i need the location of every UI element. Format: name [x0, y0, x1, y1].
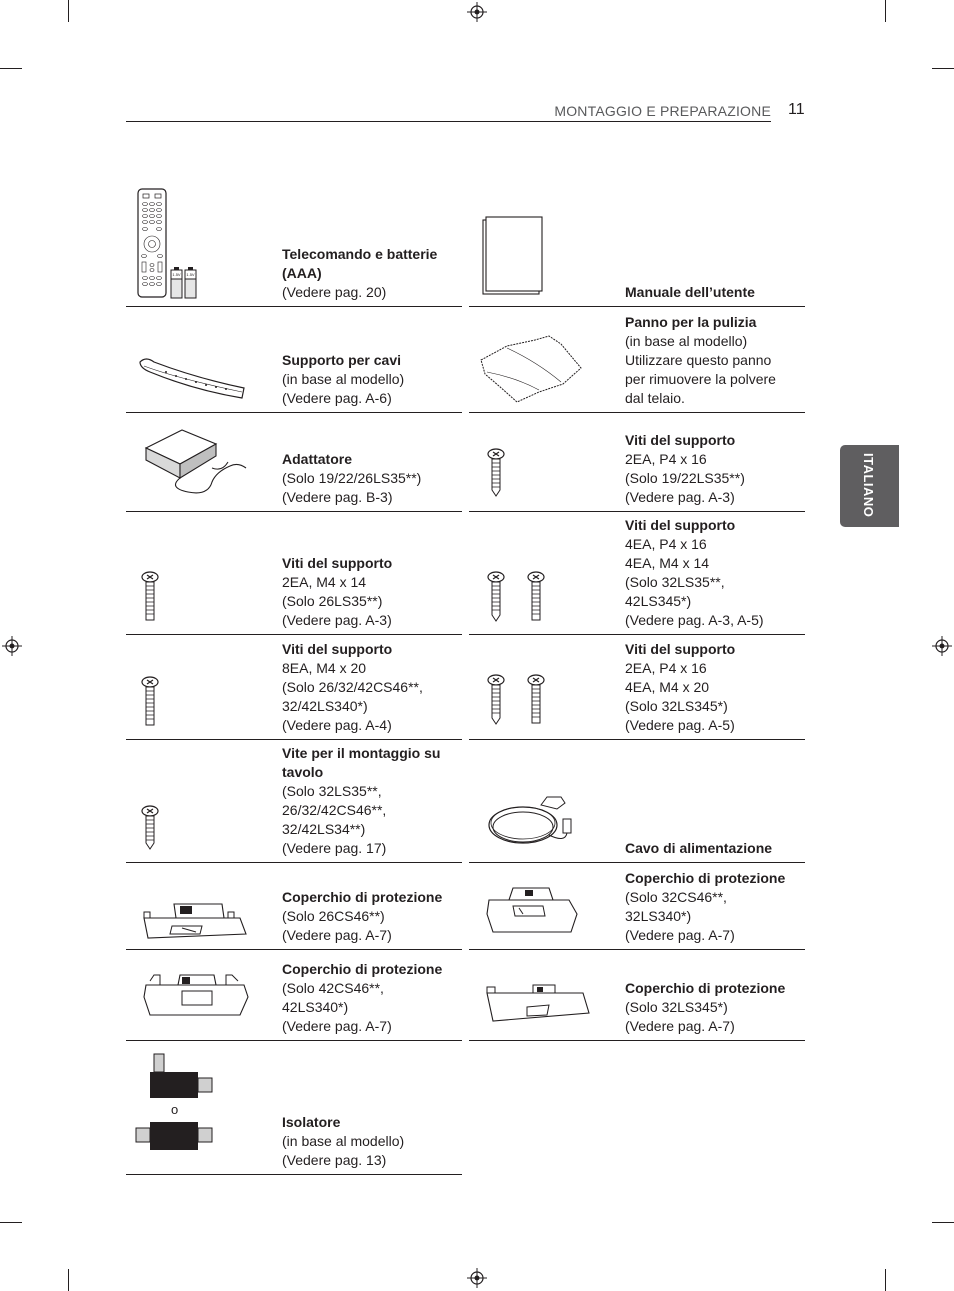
item-line: per rimuovere la polvere — [625, 371, 776, 387]
item-cloth — [469, 306, 805, 413]
item-isolator — [126, 1040, 462, 1175]
remote-control-icon — [136, 188, 226, 300]
protection-cover-icon — [140, 898, 250, 942]
battery-label: 1.5V — [186, 272, 195, 277]
item-line: (Vedere pag. A-6) — [282, 390, 392, 406]
screw-icon — [140, 676, 160, 728]
item-line: (in base al modello) — [625, 333, 748, 349]
screw-icon — [526, 674, 546, 726]
item-title: Coperchio di protezione — [282, 961, 443, 977]
item-line: 4EA, M4 x 20 — [625, 679, 710, 695]
item-title: Viti del supporto — [625, 432, 736, 448]
battery-label: 1.5V — [172, 272, 181, 277]
crop-mark — [932, 1222, 954, 1223]
item-cover-32cs — [469, 862, 805, 950]
crop-mark — [68, 1269, 69, 1291]
item-screws-cs46 — [126, 634, 462, 740]
item-cover-26 — [126, 862, 462, 950]
item-line: 26/32/42CS46**, — [282, 802, 387, 818]
or-label: o — [171, 1102, 179, 1117]
item-title: Viti del supporto — [282, 641, 393, 657]
item-cover-345 — [469, 949, 805, 1041]
item-title: Panno per la pulizia — [625, 314, 757, 330]
crop-mark — [0, 1222, 22, 1223]
item-line: 42LS340*) — [282, 999, 349, 1015]
screw-icon — [140, 571, 160, 623]
crop-mark — [885, 1269, 886, 1291]
item-cable-holder — [126, 306, 462, 413]
page-number: 11 — [788, 101, 805, 118]
section-title: MONTAGGIO E PREPARAZIONE — [554, 103, 771, 119]
item-title: Supporto per cavi — [282, 352, 402, 368]
item-screws-19 — [469, 412, 805, 512]
item-line: 4EA, P4 x 16 — [625, 536, 707, 552]
item-text — [625, 431, 805, 507]
item-text — [625, 979, 805, 1036]
item-adapter — [126, 412, 462, 512]
item-title: Viti del supporto — [625, 517, 736, 533]
crop-mark — [932, 68, 954, 69]
item-line: (Vedere pag. 20) — [282, 284, 387, 300]
item-line: (Vedere pag. A-7) — [282, 1018, 392, 1034]
registration-mark-icon — [2, 636, 22, 656]
item-screws-345 — [469, 634, 805, 740]
header-divider — [126, 121, 771, 122]
item-line: (Vedere pag. 17) — [282, 840, 387, 856]
item-line: (Vedere pag. A-3) — [282, 612, 392, 628]
manual-book-icon — [481, 216, 545, 296]
item-line: (Solo 32CS46**, — [625, 889, 727, 905]
isolator-icon — [134, 1120, 218, 1152]
protection-cover-icon — [483, 983, 593, 1027]
item-line: (Solo 19/22LS35**) — [625, 470, 745, 486]
item-text — [625, 869, 805, 945]
item-text — [625, 839, 805, 858]
item-remote — [126, 182, 462, 307]
item-text — [625, 516, 805, 630]
item-line: (Vedere pag. A-4) — [282, 717, 392, 733]
item-title: Cavo di alimentazione — [625, 840, 773, 856]
item-title: Coperchio di protezione — [625, 980, 786, 996]
item-line: 42LS345*) — [625, 593, 692, 609]
protection-cover-icon — [483, 884, 581, 938]
item-text — [282, 744, 462, 858]
crop-mark — [0, 68, 22, 69]
item-title: Coperchio di protezione — [282, 889, 443, 905]
registration-mark-icon — [467, 2, 487, 22]
item-title: Telecomando e batterie (AAA) — [282, 246, 438, 281]
item-line: (Vedere pag. A-3) — [625, 489, 735, 505]
crop-mark — [68, 0, 69, 22]
item-line: 2EA, P4 x 16 — [625, 660, 707, 676]
item-line: (Vedere pag. B-3) — [282, 489, 393, 505]
screw-icon — [486, 571, 506, 623]
item-line: 8EA, M4 x 20 — [282, 660, 367, 676]
item-line: (in base al modello) — [282, 1133, 405, 1149]
item-line: (Vedere pag. 13) — [282, 1152, 387, 1168]
screw-icon — [140, 805, 160, 851]
item-text — [282, 351, 462, 408]
item-line: (Solo 42CS46**, — [282, 980, 384, 996]
item-line: (Vedere pag. A-7) — [625, 1018, 735, 1034]
item-text — [625, 640, 805, 735]
item-line: (Solo 26LS35**) — [282, 593, 383, 609]
item-line: (Vedere pag. A-7) — [625, 927, 735, 943]
item-title: Viti del supporto — [282, 555, 393, 571]
item-line: dal telaio. — [625, 390, 685, 406]
item-line: (Solo 32LS345*) — [625, 698, 728, 714]
language-tab-label: ITALIANO — [861, 453, 876, 518]
screw-icon — [526, 571, 546, 623]
item-text — [282, 888, 462, 945]
item-line: (Solo 32LS35**, — [282, 783, 382, 799]
item-text — [282, 1113, 462, 1170]
item-line: (Solo 26/32/42CS46**, — [282, 679, 423, 695]
power-adapter-icon — [138, 422, 252, 500]
item-text — [282, 640, 462, 735]
item-text — [282, 960, 462, 1036]
language-tab — [840, 445, 899, 527]
item-title: Vite per il montaggio su tavolo — [282, 745, 441, 780]
item-line: 2EA, M4 x 14 — [282, 574, 367, 590]
power-cord-icon — [485, 793, 575, 851]
item-line: 4EA, M4 x 14 — [625, 555, 710, 571]
screw-icon — [486, 448, 506, 498]
item-line: (in base al modello) — [282, 371, 405, 387]
item-title: Manuale dell’utente — [625, 284, 755, 300]
item-line: (Vedere pag. A-3, A-5) — [625, 612, 764, 628]
item-power-cord — [469, 739, 805, 863]
protection-cover-icon — [140, 971, 252, 1023]
item-title: Coperchio di protezione — [625, 870, 786, 886]
item-line: Utilizzare questo panno — [625, 352, 772, 368]
registration-mark-icon — [932, 636, 952, 656]
item-title: Isolatore — [282, 1114, 341, 1130]
item-title: Adattatore — [282, 451, 353, 467]
item-table-screw — [126, 739, 462, 863]
item-cover-42 — [126, 949, 462, 1041]
item-text — [282, 245, 462, 302]
item-screws-32 — [469, 511, 805, 635]
item-text — [282, 554, 462, 630]
item-line: 32/42LS34**) — [282, 821, 366, 837]
item-line: (Solo 32LS35**, — [625, 574, 725, 590]
screw-icon — [486, 674, 506, 726]
cleaning-cloth-icon — [477, 334, 585, 404]
registration-mark-icon — [467, 1268, 487, 1288]
item-text — [625, 283, 805, 302]
item-title: Viti del supporto — [625, 641, 736, 657]
item-manual — [469, 182, 805, 307]
crop-mark — [885, 0, 886, 22]
item-line: (Solo 32LS345*) — [625, 999, 728, 1015]
item-line: 32LS340*) — [625, 908, 692, 924]
item-screws-26 — [126, 511, 462, 635]
item-line: 32/42LS340*) — [282, 698, 368, 714]
cable-holder-icon — [136, 348, 248, 404]
item-line: (Solo 19/22/26LS35**) — [282, 470, 422, 486]
item-text — [625, 313, 805, 408]
item-text — [282, 450, 462, 507]
item-line: (Vedere pag. A-7) — [282, 927, 392, 943]
item-line: (Solo 26CS46**) — [282, 908, 385, 924]
item-line: (Vedere pag. A-5) — [625, 717, 735, 733]
isolator-icon — [134, 1052, 218, 1100]
item-line: 2EA, P4 x 16 — [625, 451, 707, 467]
